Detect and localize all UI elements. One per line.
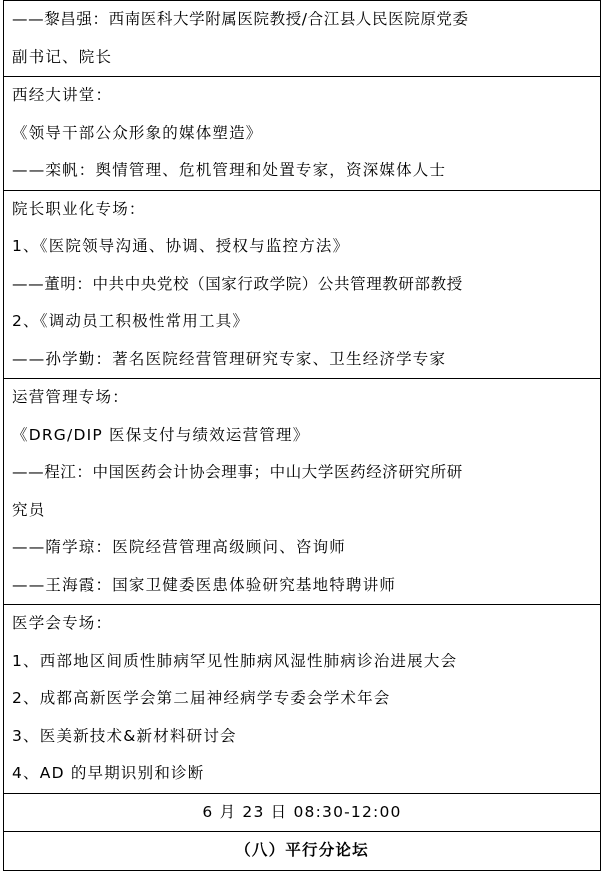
session-block-lecture xyxy=(4,77,601,191)
schedule-row xyxy=(4,793,601,832)
session-cell xyxy=(4,605,601,794)
speaker-line: ——程江：中国医药会计协会理事；中山大学医药经济研究所研 xyxy=(12,463,463,481)
speaker-line: ——栾帆：舆情管理、危机管理和处置专家，资深媒体人士 xyxy=(12,161,447,179)
speaker-line: ——孙学勤：著名医院经营管理研究专家、卫生经济学专家 xyxy=(12,349,447,368)
section-heading: （八）平行分论坛 xyxy=(235,841,369,859)
talk-title: 2、《调动员工积极性常用工具》 xyxy=(12,312,250,330)
speaker-line: ——隋学琼：医院经营管理高级顾问、咨询师 xyxy=(12,538,347,556)
speaker-line: 副书记、院长 xyxy=(12,47,113,66)
session-cell xyxy=(4,190,601,379)
session-title: 院长职业化专场： xyxy=(12,199,146,218)
speaker-line: 究员 xyxy=(12,500,46,519)
session-title: 西经大讲堂： xyxy=(12,86,113,104)
speaker-block-continued xyxy=(4,1,601,77)
event-item: 1、西部地区间质性肺病罕见性肺病风湿性肺病诊治进展大会 xyxy=(12,651,458,670)
session-cell xyxy=(4,379,601,605)
section-heading-cell xyxy=(4,832,601,871)
speaker-line: ——王海霞：国家卫健委医患体验研究基地特聘讲师 xyxy=(12,575,397,594)
talk-title: 《领导干部公众形象的媒体塑造》 xyxy=(12,123,263,142)
event-item: 4、AD 的早期识别和诊断 xyxy=(12,764,205,782)
date-time: 6 月 23 日 08:30-12:00 xyxy=(202,802,402,821)
session-block-medical-association xyxy=(4,605,601,794)
schedule-cell xyxy=(4,793,601,832)
event-item: 3、医美新技术&新材料研讨会 xyxy=(12,726,237,745)
section-heading-row xyxy=(4,832,601,871)
session-cell xyxy=(4,77,601,191)
talk-title: 《DRG/DIP 医保支付与绩效运营管理》 xyxy=(12,425,310,444)
session-block-operations xyxy=(4,379,601,605)
session-block-president xyxy=(4,190,601,379)
speaker-line: ——董明：中共中央党校（国家行政学院）公共管理教研部教授 xyxy=(12,274,463,293)
talk-title: 1、《医院领导沟通、协调、授权与监控方法》 xyxy=(12,237,350,255)
agenda-table xyxy=(3,0,601,871)
session-title: 医学会专场： xyxy=(12,614,113,632)
session-title: 运营管理专场： xyxy=(12,388,129,406)
speaker-cell xyxy=(4,1,601,77)
speaker-line: ——黎昌强：西南医科大学附属医院教授/合江县人民医院原党委 xyxy=(12,10,469,28)
event-item: 2、成都高新医学会第二届神经病学专委会学术年会 xyxy=(12,689,391,707)
